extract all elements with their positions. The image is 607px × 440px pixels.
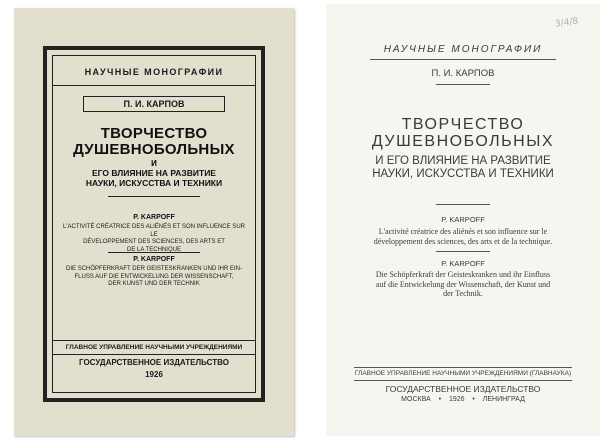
cover-title-line: ДУШЕВНОБОЛЬНЫХ: [73, 141, 235, 158]
tp-rule: [436, 251, 490, 252]
cover-fr-line: DE LA TECHNIQUE: [127, 246, 181, 253]
tp-de-author: P. KARPOFF: [441, 259, 485, 268]
tp-city: ЛЕНИНГРАД: [482, 396, 525, 403]
cover-subtitle-line: ЕГО ВЛИЯНИЕ НА РАЗВИТИЕ: [92, 168, 216, 178]
cover-year: 1926: [145, 370, 163, 379]
cover-series-title: НАУЧНЫЕ МОНОГРАФИИ: [84, 67, 224, 77]
cover-publisher: ГОСУДАРСТВЕННОЕ ИЗДАТЕЛЬСТВО: [79, 358, 229, 367]
tp-fr-title: [326, 227, 600, 246]
cover-divider: [53, 85, 255, 86]
cover-inner-frame: [52, 55, 256, 393]
tp-fr-author: P. KARPOFF: [441, 215, 485, 224]
tp-fr-line: développement des sciences, des arts et de la technique.: [373, 236, 553, 246]
cover-divider: [53, 340, 255, 341]
cover-de-line: FLUSS AUF DIE ENTWICKELUNG DER WISSENSCHAFT,: [74, 273, 234, 280]
tp-rule: [354, 367, 572, 368]
tp-subtitle-line: И ЕГО ВЛИЯНИЕ НА РАЗВИТИЕ: [375, 155, 551, 167]
tp-rule: [354, 380, 572, 381]
tp-series-title: НАУЧНЫЕ МОНОГРАФИИ: [383, 44, 543, 55]
cover-frame: [43, 46, 265, 402]
tp-de-title: [326, 270, 600, 299]
tp-title: [326, 116, 600, 150]
cover-de-author: P. KARPOFF: [133, 256, 175, 263]
cover-de-title: [59, 266, 249, 289]
cover-author: П. И. КАРПОВ: [83, 96, 225, 112]
cover-de-line: DIE SCHÖPFERKRAFT DER GEISTESKRANKEN UND IHR EIN-: [66, 266, 242, 272]
bullet-icon: •: [468, 396, 479, 403]
cover-fr-line: DÉVELOPPEMENT DES SCIENCES, DES ARTS ET: [83, 239, 225, 245]
title-page: [326, 4, 600, 436]
cover-publisher-dept: ГЛАВНОЕ УПРАВЛЕНИЕ НАУЧНЫМИ УЧРЕЖДЕНИЯМИ: [65, 344, 243, 351]
cover-subtitle-line: НАУКИ, ИСКУССТВА И ТЕХНИКИ: [85, 178, 223, 188]
cover-short-rule: [108, 196, 200, 197]
tp-rule: [436, 84, 490, 85]
tp-rule: [370, 59, 556, 60]
tp-fr-line: L'activité créatrice des aliénés et son influence sur le: [378, 227, 548, 236]
cover-title: [53, 126, 255, 158]
tp-publisher-dept: ГЛАВНОЕ УПРАВЛЕНИЕ НАУЧНЫМИ УЧРЕЖДЕНИЯМИ (ГЛАВНАУКА): [354, 370, 572, 377]
bullet-icon: •: [434, 396, 445, 403]
cover-de-line: DER KUNST UND DER TECHNIK: [108, 281, 200, 287]
tp-year: 1926: [448, 396, 465, 403]
tp-city: МОСКВА: [401, 396, 431, 403]
tp-imprint: [326, 396, 600, 403]
tp-de-line: Die Schöpferkraft der Geisteskranken und ihr Einfluss: [375, 270, 551, 279]
tp-de-line: auf die Entwickelung der Wissenschaft, der Kunst und: [375, 279, 551, 289]
tp-subtitle-line: НАУКИ, ИСКУССТВА И ТЕХНИКИ: [372, 168, 554, 180]
book-cover: [14, 8, 294, 436]
cover-subtitle: [53, 168, 255, 188]
tp-title-line: ТВОРЧЕСТВО: [401, 116, 525, 133]
pencil-annotation: 3/4/8: [554, 16, 579, 30]
cover-fr-author: P. KARPOFF: [133, 214, 175, 221]
cover-title-line: ТВОРЧЕСТВО: [100, 125, 208, 142]
cover-fr-title: [59, 224, 249, 254]
cover-fr-line: L'ACTIVITÉ CRÉATRICE DES ALIÉNÉS ET SON INFLUENCE SUR LE: [63, 224, 245, 238]
cover-and: И: [151, 159, 157, 168]
tp-title-line: ДУШЕВНОБОЛЬНЫХ: [371, 133, 555, 150]
tp-publisher: ГОСУДАРСТВЕННОЕ ИЗДАТЕЛЬСТВО: [385, 384, 541, 394]
tp-rule: [436, 204, 490, 205]
tp-subtitle: [326, 155, 600, 181]
tp-author: П. И. КАРПОВ: [431, 68, 495, 79]
cover-divider: [53, 354, 255, 355]
cover-short-rule: [108, 252, 200, 253]
tp-de-line: der Technik.: [443, 289, 483, 298]
